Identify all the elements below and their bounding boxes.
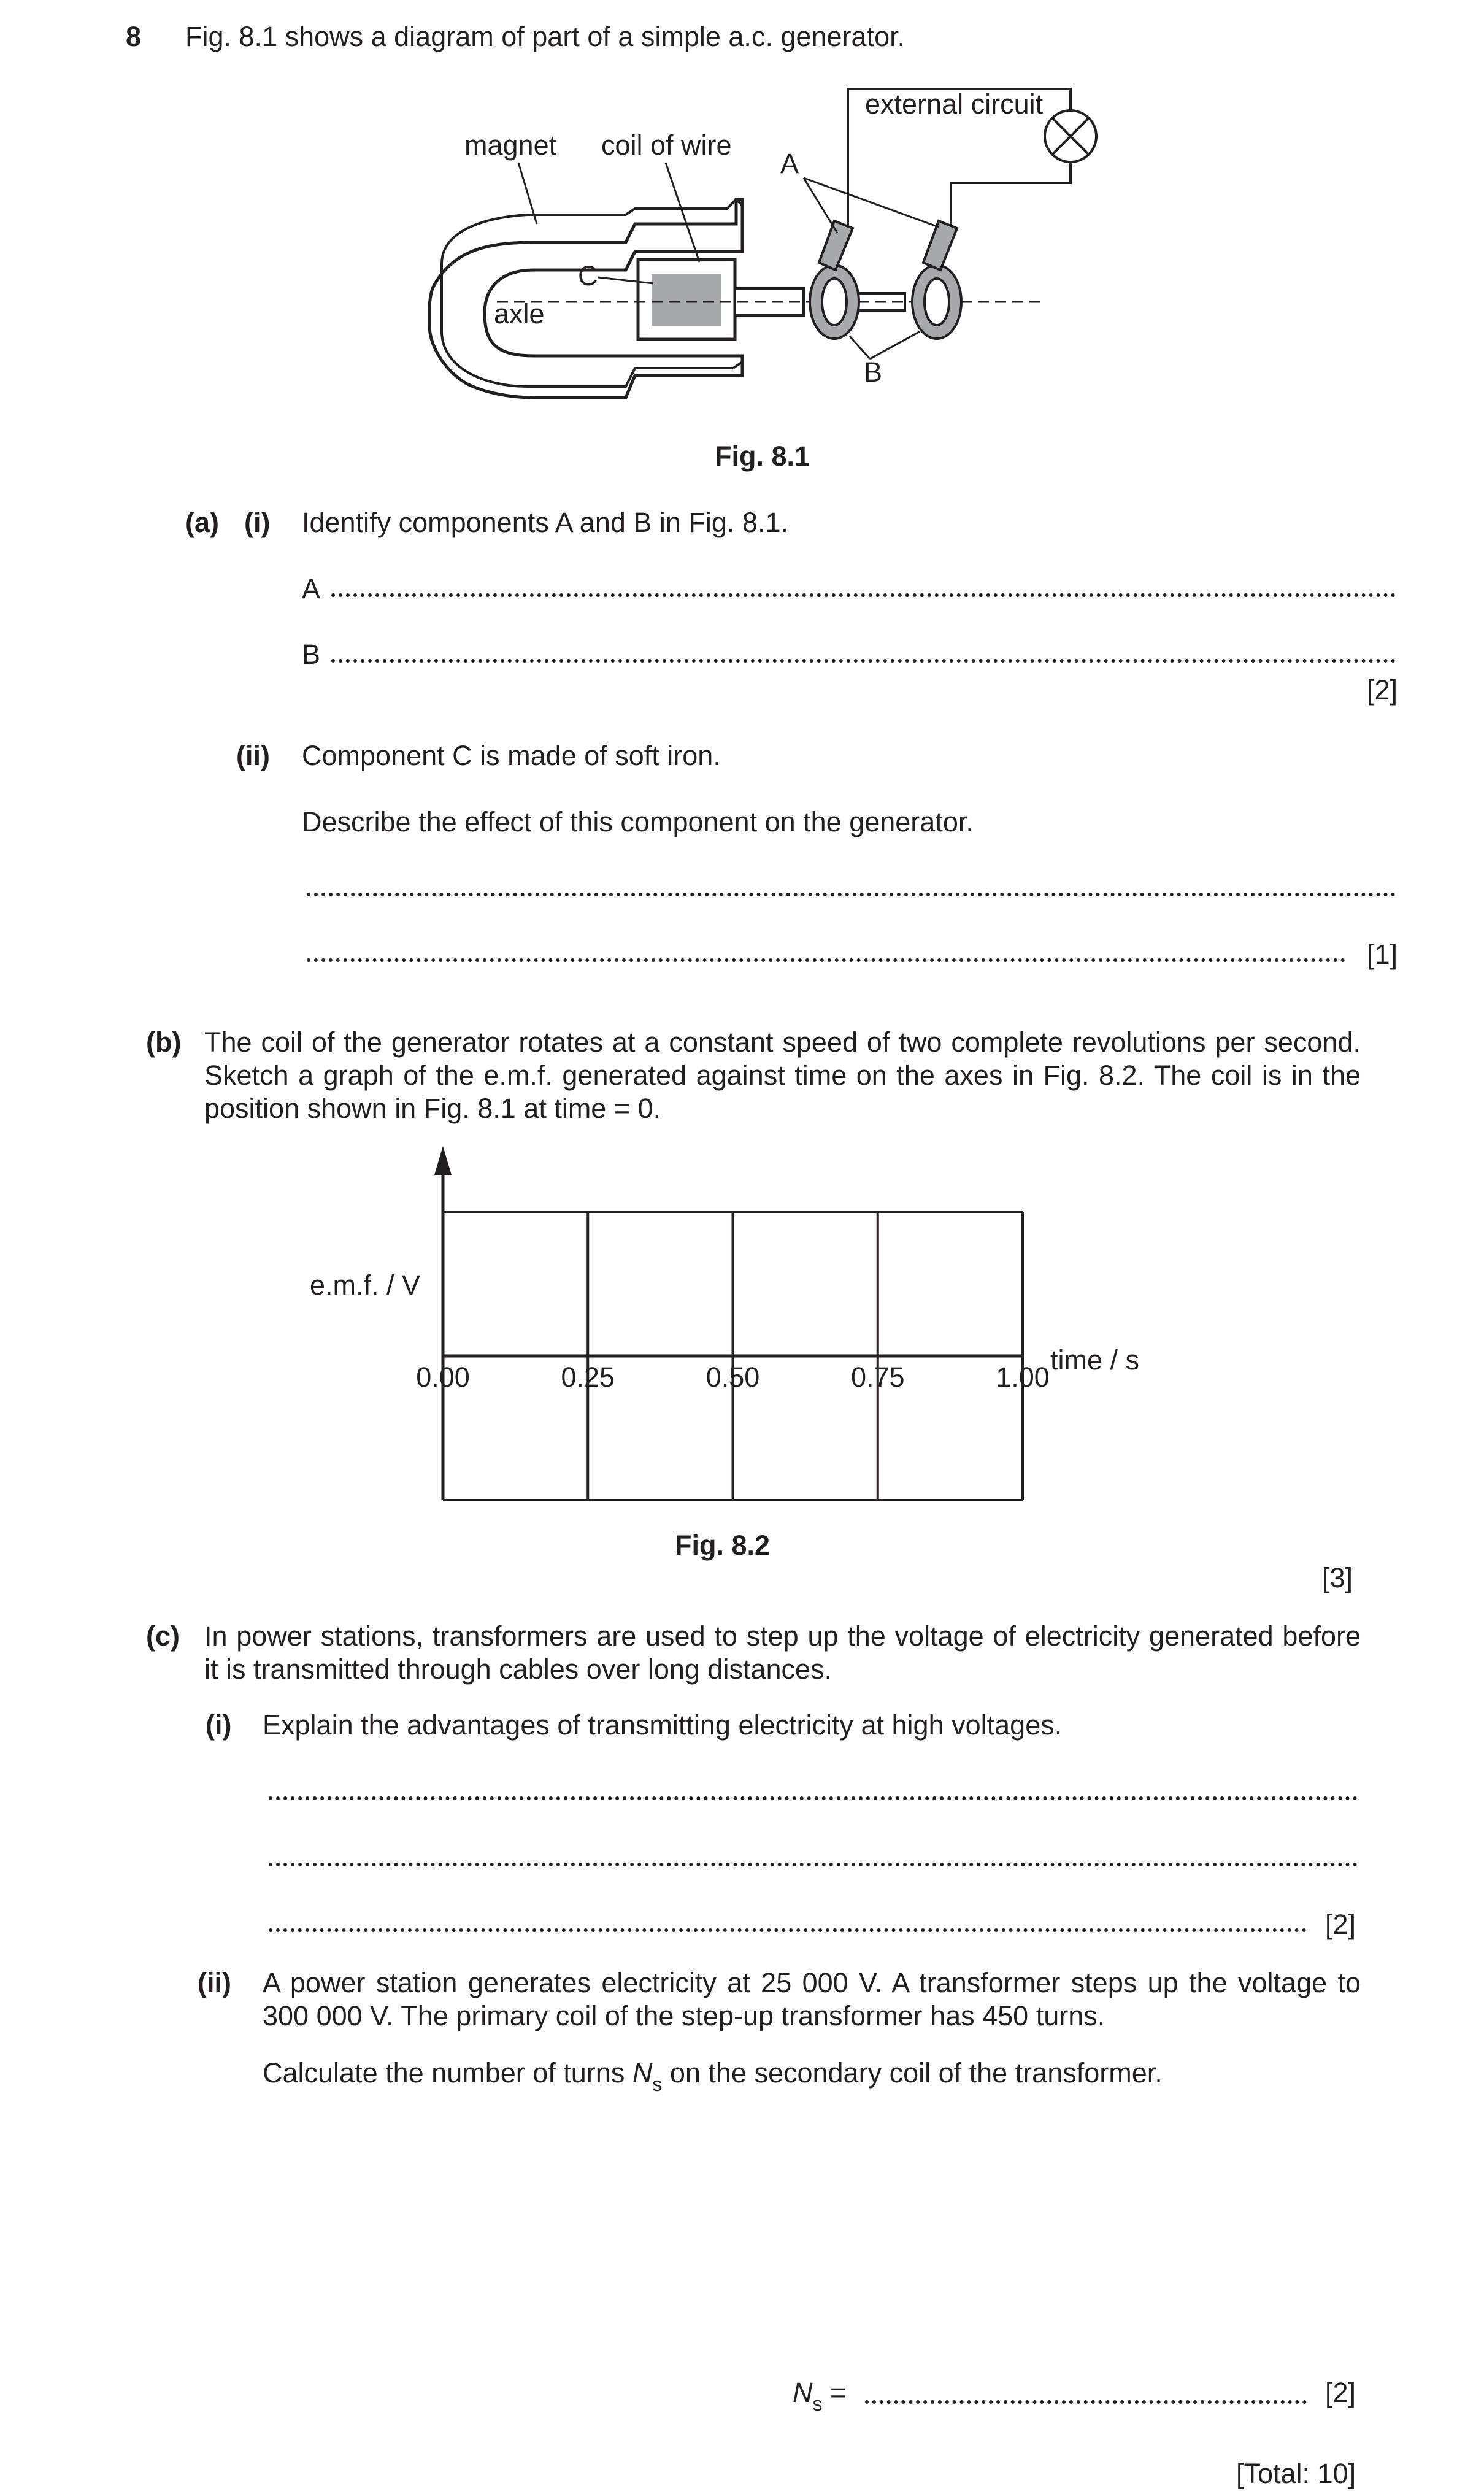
part-b-line1: The coil of the generator rotates at a constant speed of two complete revolutions per second. (204, 1026, 1361, 1058)
part-a-i-label: (i) (244, 507, 271, 538)
question-number: 8 (126, 21, 142, 52)
coil-label: coil of wire (601, 129, 732, 161)
part-b-line2: Sketch a graph of the e.m.f. generated against time on the axes in Fig. 8.2. The coil is in the (204, 1060, 1361, 1091)
part-a-ii-text2: Describe the effect of this component on the generator. (302, 806, 974, 837)
y-axis-label: e.m.f. / V (310, 1269, 421, 1301)
x-tick-label: 0.75 (850, 1361, 905, 1393)
part-c-ii-label: (ii) (198, 1967, 231, 1998)
part-c-ii-text3-var: N (632, 2057, 653, 2089)
part-c-ii-text3-pre: Calculate the number of turns (263, 2057, 632, 2089)
x-tick-label: 0.50 (705, 1361, 760, 1393)
marks-a-ii: [1] (1367, 939, 1398, 970)
label-b: B (864, 356, 883, 388)
part-c-line2: it is transmitted through cables over long distances. (204, 1654, 832, 1685)
marks-b: [3] (1322, 1562, 1353, 1593)
external-circuit-label: external circuit (865, 88, 1044, 120)
marks-c-ii: [2] (1325, 2377, 1356, 2408)
ns-eq: = (830, 2377, 847, 2408)
part-c-ii-text3 (263, 2057, 1163, 2095)
answer-line-c-i-1[interactable] (269, 1796, 1358, 1800)
magnet-label: magnet (464, 129, 557, 161)
x-tick-label: 0.00 (416, 1361, 470, 1393)
marks-a-i: [2] (1367, 674, 1398, 706)
part-c-ii-line2: 300 000 V. The primary coil of the step-up transformer has 450 turns. (263, 2000, 1105, 2031)
part-c-ii-text3-post: on the secondary coil of the transformer. (662, 2057, 1163, 2089)
fig82-caption: Fig. 8.2 (675, 1530, 771, 1561)
total-marks: [Total: 10] (1236, 2458, 1356, 2489)
ns-var: N (793, 2377, 813, 2408)
x-tick-label: 1.00 (996, 1361, 1050, 1393)
part-a-label: (a) (185, 507, 219, 538)
label-c: C (578, 260, 598, 291)
ns-answer-line[interactable] (865, 2400, 1307, 2404)
answer-line-c-i-2[interactable] (269, 1863, 1358, 1866)
y-axis-arrow-icon (434, 1146, 452, 1175)
marks-c-i: [2] (1325, 1909, 1356, 1940)
part-a-i-text: Identify components A and B in Fig. 8.1. (302, 507, 788, 538)
answer-label-b: B (302, 639, 321, 670)
part-b-label: (b) (146, 1026, 182, 1058)
x-tick-label: 0.25 (561, 1361, 615, 1393)
answer-label-a: A (302, 573, 321, 604)
part-a-ii-text1: Component C is made of soft iron. (302, 740, 721, 771)
axle-label: axle (494, 298, 545, 329)
x-axis-label: time / s (1050, 1344, 1140, 1376)
ns-sub: s (812, 2393, 823, 2415)
part-b-line3: position shown in Fig. 8.1 at time = 0. (204, 1093, 661, 1124)
fig81-caption: Fig. 8.1 (715, 441, 810, 472)
part-a-ii-label: (ii) (236, 740, 270, 771)
part-c-ii-text3-sub: s (652, 2073, 663, 2095)
part-c-line1: In power stations, transformers are used to step up the voltage of electricity generated before (204, 1620, 1361, 1652)
part-c-i-label: (i) (206, 1709, 232, 1741)
part-c-label: (c) (146, 1620, 180, 1652)
answer-line-c-i-3[interactable] (269, 1928, 1307, 1932)
part-c-ii-line1: A power station generates electricity at 25 000 V. A transformer steps up the voltage to (263, 1967, 1361, 1998)
ns-answer-label (793, 2376, 847, 2415)
question-intro: Fig. 8.1 shows a diagram of part of a simple a.c. generator. (185, 21, 905, 52)
label-a: A (780, 148, 799, 179)
part-c-i-text: Explain the advantages of transmitting electricity at high voltages. (263, 1709, 1063, 1741)
